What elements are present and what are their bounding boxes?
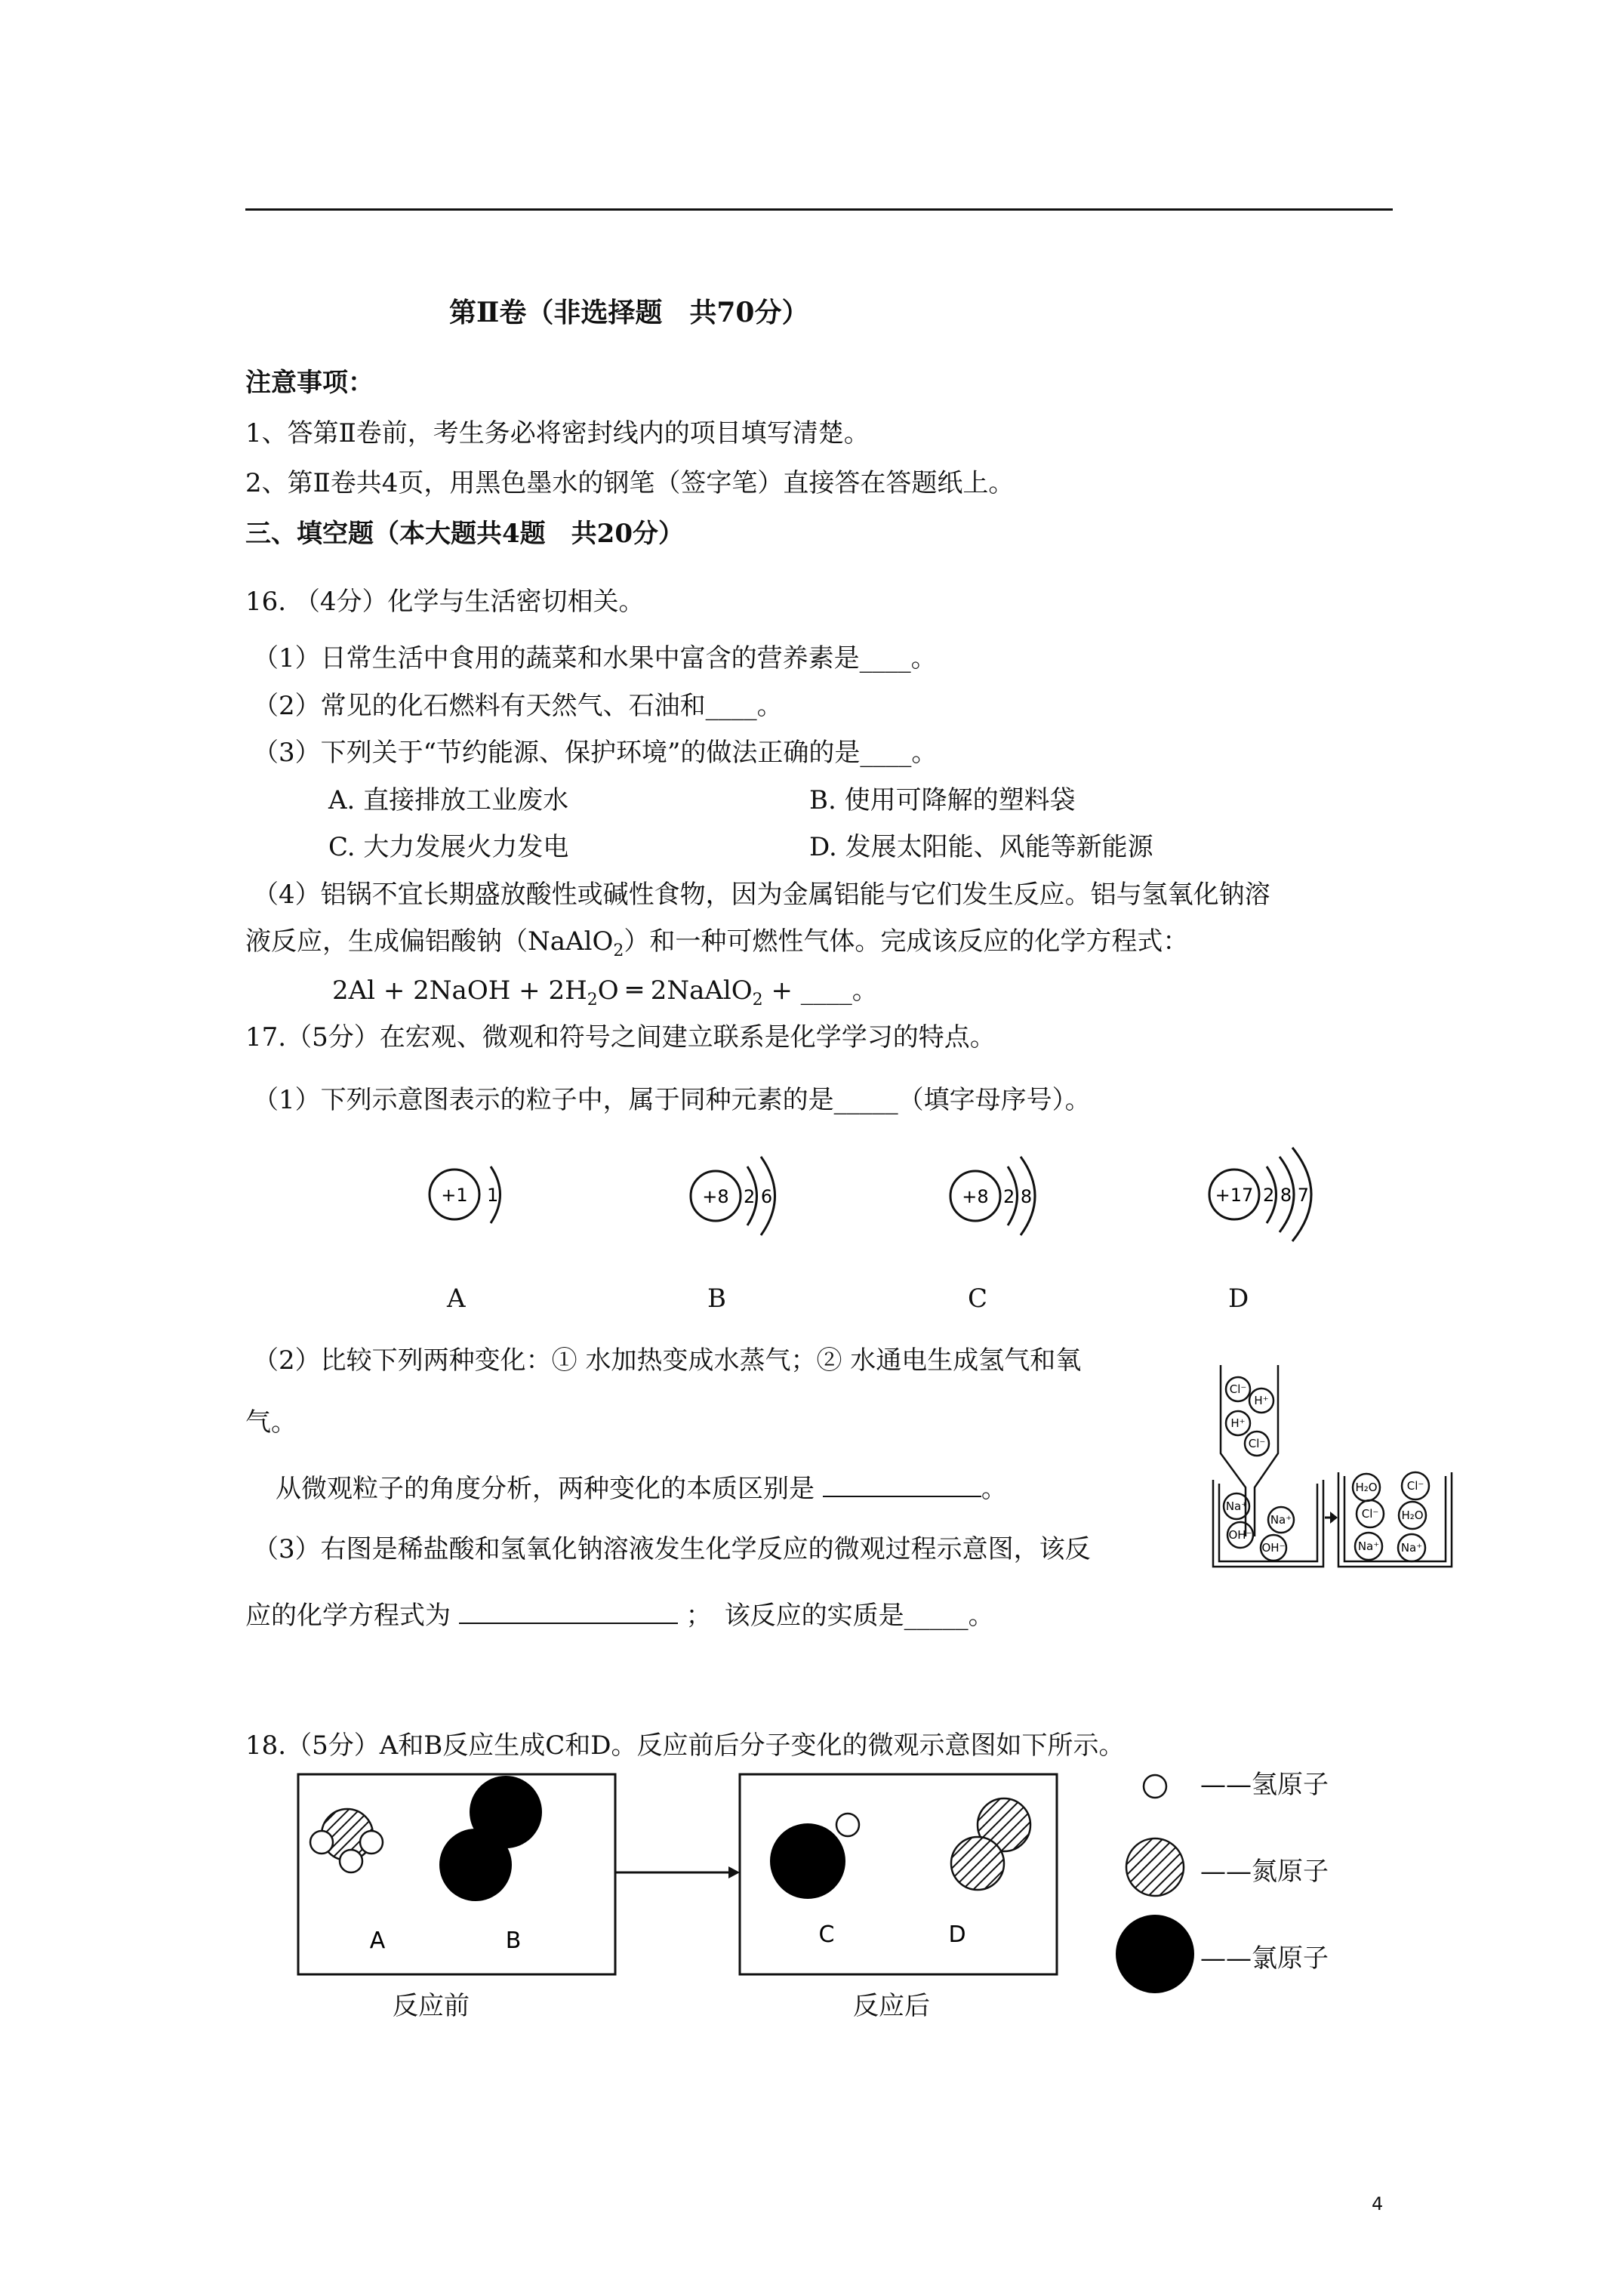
notice-item-2: 2、第Ⅱ卷共4页，用黑色墨水的钢笔（签字笔）直接答在答题纸上。 [245,468,1015,498]
q17-part1: （1）下列示意图表示的粒子中，属于同种元素的是_____（填字母序号）。 [253,1085,1091,1115]
atom-c-nucleus: +8 [962,1186,989,1207]
atom-a-nucleus: +1 [441,1185,468,1206]
before-label: 反应前 [393,1991,470,2021]
label-c: C [818,1922,835,1948]
ion-oh-2: OH⁻ [1261,1541,1286,1555]
neutralization-diagram [1212,1359,1457,1578]
q16-option-d: D. 发展太阳能、风能等新能源 [809,832,1153,862]
ion-cl-4: Cl⁻ [1361,1507,1379,1521]
q16-stem: 16. （4分）化学与生活密切相关。 [245,587,645,617]
section-title: 第Ⅱ卷（非选择题 共70分） [449,297,809,328]
atom-b-nucleus: +8 [702,1186,729,1207]
notice-item-1: 1、答第Ⅱ卷前，考生务必将密封线内的项目填写清楚。 [245,418,870,448]
atom-b-shells: 2 6 [744,1186,773,1207]
q16-option-b: B. 使用可降解的塑料袋 [809,785,1076,815]
reaction-diagram [294,1767,1223,2001]
legend-nitrogen: ——氮原子 [1200,1857,1329,1887]
ion-cl-3: Cl⁻ [1406,1479,1424,1493]
q16-equation: 2Al + 2NaOH + $2H_2O$ ═ 2NaAlO$_2$ + ____。 [332,975,878,1009]
molecule-d [951,1798,1030,1890]
molecule-b [439,1776,542,1901]
label-a: A [369,1928,386,1954]
q16-option-a: A. 直接排放工业废水 [328,785,569,815]
atom-label-b: B [707,1284,726,1314]
q16-part3: （3）下列关于“节约能源、保护环境”的做法正确的是____。 [253,738,938,768]
ion-na-1: Na⁺ [1225,1499,1248,1513]
ion-h-1: H⁺ [1254,1394,1269,1407]
header-rule [245,208,1393,211]
q16-part2: （2）常见的化石燃料有天然气、石油和____。 [253,691,783,721]
page-number: 4 [1372,2193,1384,2214]
q17-part2-line3: 从微观粒子的角度分析，两种变化的本质区别是 。 [276,1474,1007,1504]
q17-stem: 17.（5分）在宏观、微观和符号之间建立联系是化学学习的特点。 [245,1022,996,1052]
ion-na-2: Na⁺ [1270,1513,1292,1527]
q16-part1: （1）日常生活中食用的蔬菜和水果中富含的营养素是____。 [253,643,937,673]
answer-blank-equation[interactable] [459,1600,678,1624]
q18-stem: 18.（5分）A和B反应生成C和D。反应前后分子变化的微观示意图如下所示。 [245,1730,1125,1761]
ion-cl-1: Cl⁻ [1229,1382,1247,1396]
q17-part3-line2: 应的化学方程式为 ； 该反应的实质是_____。 [245,1601,994,1631]
part3-heading: 三、填空题（本大题共4题 共20分） [245,519,684,549]
ion-cl-2: Cl⁻ [1248,1437,1266,1450]
ion-h2o-1: H₂O [1355,1481,1378,1494]
label-d: D [948,1922,966,1948]
molecule-a [310,1809,383,1872]
notice-heading: 注意事项： [245,368,374,398]
atom-label-a: A [447,1284,466,1314]
q17-part2-line2: 气。 [245,1407,297,1438]
label-b: B [505,1928,522,1954]
q16-part4-line1: （4）铝锅不宜长期盛放酸性或碱性食物，因为金属铝能与它们发生反应。铝与氢氧化钠溶 [253,880,1270,910]
q17-part2-line1: （2）比较下列两种变化：① 水加热变成水蒸气；② 水通电生成氢气和氧 [253,1345,1082,1376]
q16-option-c: C. 大力发展火力发电 [328,832,569,862]
ion-na-4: Na⁺ [1400,1541,1423,1555]
ion-na-3: Na⁺ [1357,1539,1380,1553]
answer-blank-difference[interactable] [823,1473,981,1497]
legend-hydrogen: ——氢原子 [1200,1770,1329,1800]
q16-part4-line2: 液反应，生成偏铝酸钠（NaAlO$_2$）和一种可燃性气体。完成该反应的化学方程式： [245,926,1189,960]
after-label: 反应后 [853,1991,930,2021]
ion-h-2: H⁺ [1230,1416,1246,1430]
ion-h2o-2: H₂O [1401,1509,1424,1522]
atom-d-nucleus: +17 [1215,1185,1254,1206]
legend-chlorine: ——氯原子 [1200,1943,1329,1974]
atom-d-shells: 2 8 7 [1263,1185,1310,1206]
atom-c-shells: 2 8 [1003,1186,1033,1207]
molecule-c [770,1814,859,1899]
atom-label-d: D [1228,1284,1249,1314]
atom-a-shells: 1 [487,1185,499,1206]
atom-label-c: C [968,1284,988,1314]
q17-part3-line1: （3）右图是稀盐酸和氢氧化钠溶液发生化学反应的微观过程示意图，该反 [253,1534,1091,1564]
ion-oh-1: OH⁻ [1228,1528,1252,1542]
